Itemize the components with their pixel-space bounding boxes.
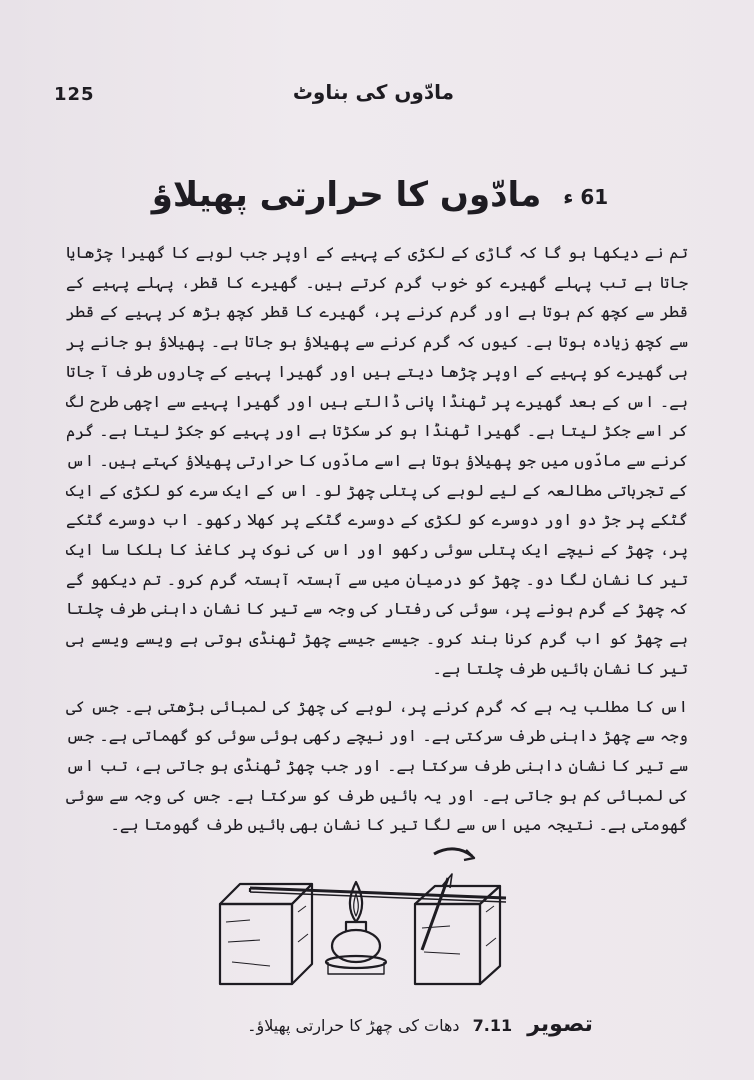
section-number: 61 ء (563, 184, 609, 209)
section-heading (150, 172, 610, 220)
body-text (66, 238, 688, 848)
left-wooden-block (220, 884, 312, 984)
thermal-expansion-figure (210, 842, 530, 1002)
running-title: مادّوں کی بناوٹ (292, 80, 454, 104)
rotation-arrow (434, 849, 474, 860)
caption-text: دھات کی چھڑ کا حرارتی پھیلاؤ۔ (247, 1016, 460, 1035)
paragraph-1: تم نے دیکھا ہو گا کہ گاڑی کے لکڑی کے پہیے کے اوپر جب لوہے کا گھیرا چڑھایا جاتا ہے تب پہلے گھیرے کو خوب گرم کرتے ہیں۔ گھیرے کا قطر، پہلے پہیے کے قطر سے کچھ کم ہوتا ہے اور گرم کرنے پر، گھیرے کا قطر کچھ بڑھ کر پہیے کے قطر سے کچھ زیادہ ہوتا ہے۔ کیوں کہ گرم کرنے سے پھیلاؤ ہو جاتا ہے۔ پھیلاؤ ہو جانے پر ہی گھیرے کو پہیے کے اوپر چڑھا دیتے ہیں اور گھیرا پہیے کے چاروں طرف آ جاتا ہے۔ اس کے بعد گھیرے پر ٹھنڈا پانی ڈالتے ہیں اور گھیرا پہیے سے اچھی طرح لگ کر اسے جکڑ لیتا ہے۔ گھیرا ٹھنڈا ہو کر سکڑتا ہے اور پہیے کو جکڑ لیتا ہے۔ گرم کرنے سے مادّوں میں جو پھیلاؤ ہوتا ہے اسے مادّوں کا حرارتی پھیلاؤ کہتے ہیں۔ اس کے تجرباتی مطالعہ کے لیے لوہے کی پتلی چھڑ لو۔ اس کے ایک سرے کو لکڑی کے ایک گٹکے پر جڑ دو اور دوسرے کو لکڑی کے دوسرے گٹکے پر کھلا رکھو۔ اب دوسرے گٹکے پر، چھڑ کے نیچے ایک پتلی سوئی رکھو اور اس کی نوک پر کاغذ کا ہلکا سا ایک تیر کا نشان لگا دو۔ چھڑ کو درمیان میں سے آہستہ آہستہ گرم کرو۔ تم دیکھو گے کہ چھڑ کے گرم ہونے پر، سوئی کی رفتار کی وجہ سے تیر کا نشان داہنی طرف چلتا ہے چھڑ کو اب گرم کرنا بند کرو۔ جیسے جیسے چھڑ ٹھنڈی ہوتی ہے ویسے ویسے ہی تیر کا نشان بائیں طرف چلتا ہے۔ (66, 243, 689, 678)
caption-number: 7.11 (472, 1016, 513, 1035)
figure-caption (240, 1012, 600, 1037)
apparatus-drawing (210, 842, 530, 1002)
metal-rod (250, 888, 506, 902)
section-title: مادّوں کا حرارتی پھیلاؤ (151, 175, 542, 215)
paragraph-2: اس کا مطلب یہ ہے کہ گرم کرنے پر، لوہے کی چھڑ کی لمبائی بڑھتی ہے۔ جس کی وجہ سے چھڑ داہنی طرف سرکتی ہے۔ اور نیچے رکھی ہوئی سوئی کو گھماتی ہے۔ جس سے تیر کا نشان داہنی طرف سرکتا ہے۔ اور جب چھڑ ٹھنڈی ہو جاتی ہے، تب اس کی لمبائی کم ہو جاتی ہے۔ اور یہ بائیں طرف کو سرکتا ہے۔ جس کی وجہ سے سوئی گھومتی ہے۔ نتیجہ میں اس سے لگا تیر کا نشان بھی بائیں طرف گھومتا ہے۔ (66, 696, 688, 835)
caption-label: تصویر (527, 1012, 593, 1037)
page-number: 125 (54, 84, 95, 105)
